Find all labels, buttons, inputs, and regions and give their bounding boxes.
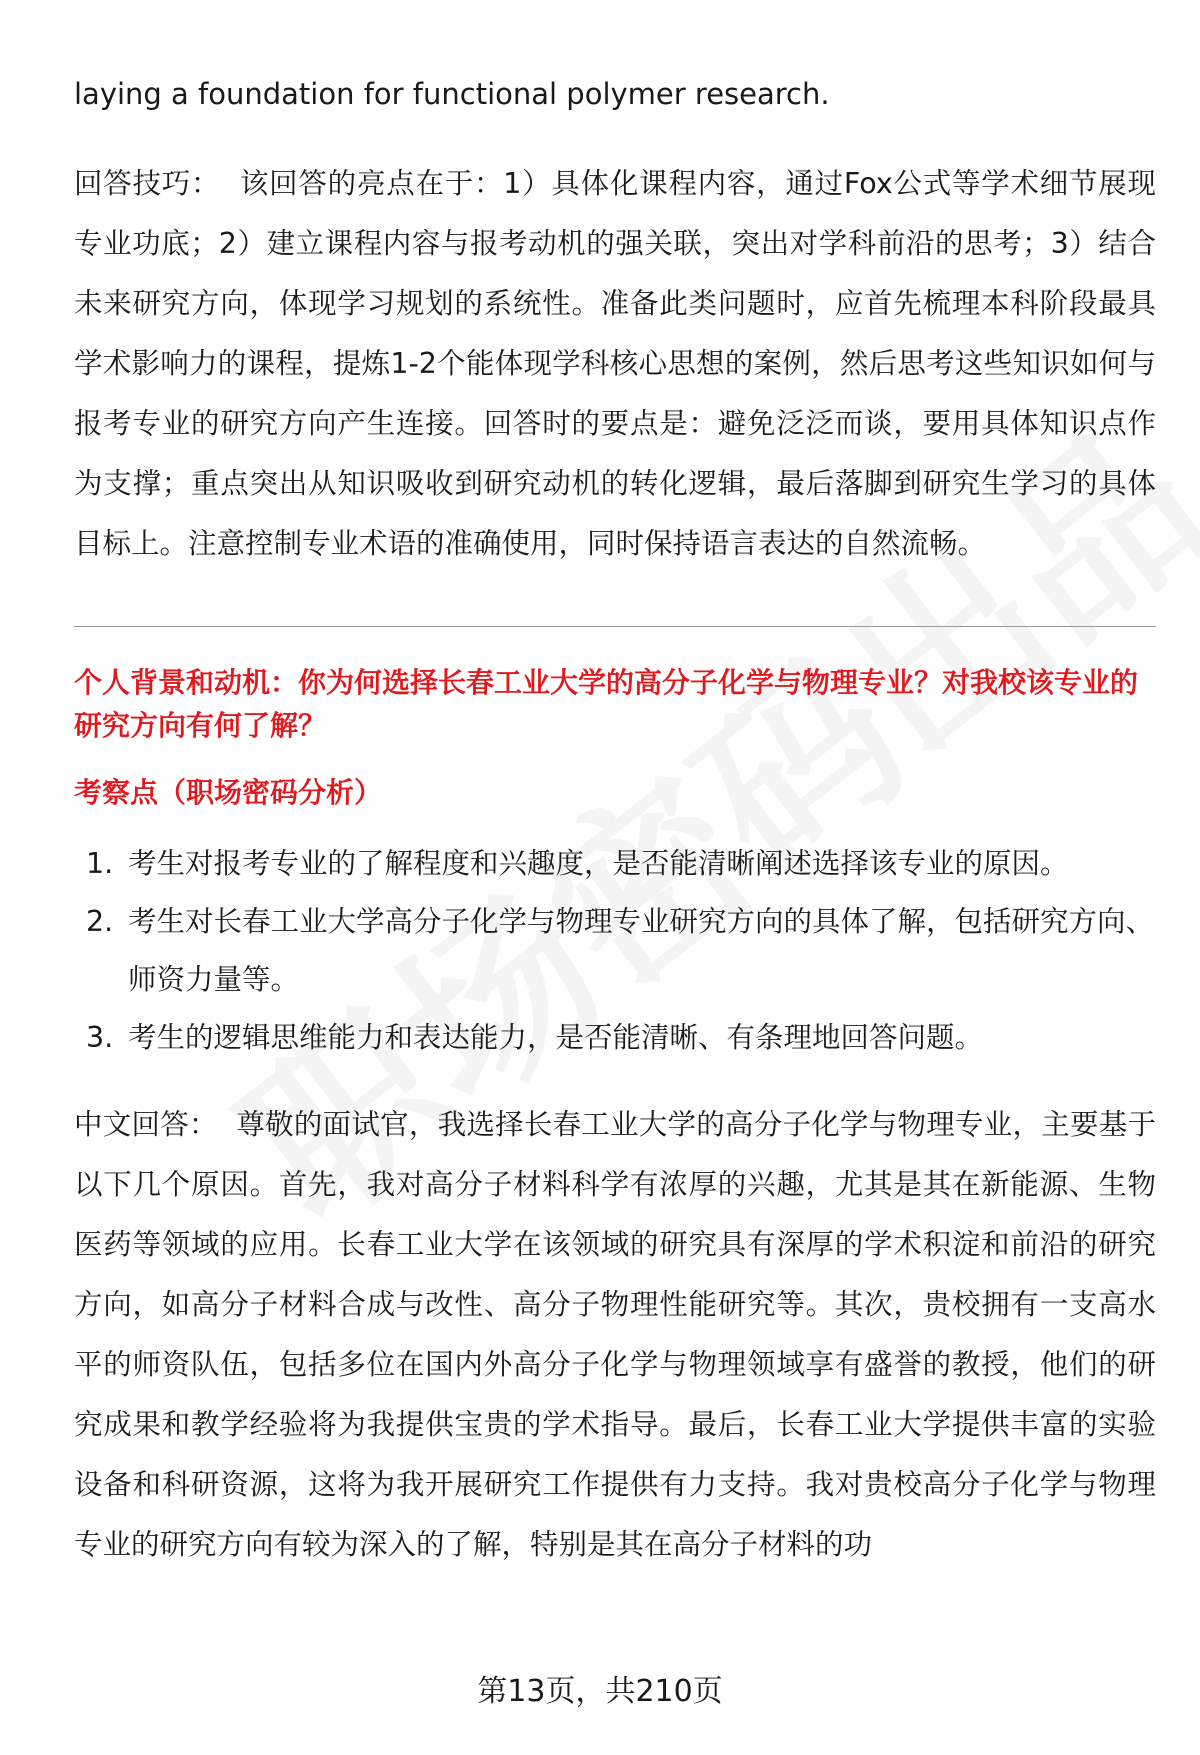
answer-tips-paragraph bbox=[74, 154, 1156, 574]
focus-heading: 考察点（职场密码分析） bbox=[74, 776, 383, 809]
answer-tips-label: 回答技巧： bbox=[74, 167, 221, 200]
chinese-answer-text: 尊敬的面试官，我选择长春工业大学的高分子化学与物理专业，主要基于以下几个原因。首先，我对高分子材料科学有浓厚的兴趣，尤其是其在新能源、生物医药等领域的应用。长春工业大学在该领域的研究具有深厚的学术积淀和前沿的研究方向，如高分子材料合成与改性、高分子物理性能研究等。其次，贵校拥有一支高水平的师资队伍，包括多位在国内外高分子化学与物理领域享有盛誉的教授，他们的研究成果和教学经验将为我提供宝贵的学术指导。最后，长春工业大学提供丰富的实验设备和科研资源，这将为我开展研究工作提供有力支持。我对贵校高分子化学与物理专业的研究方向有较为深入的了解，特别是其在高分子材料的功 bbox=[74, 1108, 1156, 1561]
page-number-footer: 第13页，共210页 bbox=[477, 1674, 723, 1709]
answer-tips-text: 该回答的亮点在于：1）具体化课程内容，通过Fox公式等学术细节展现专业功底；2）建立课程内容与报考动机的强关联，突出对学科前沿的思考；3）结合未来研究方向，体现学习规划的系统性。准备此类问题时，应首先梳理本科阶段最具学术影响力的课程，提炼1-2个能体现学科核心思想的案例，然后思考这些知识如何与报考专业的研究方向产生连接。回答时的要点是：避免泛泛而谈，要用具体知识点作为支撑；重点突出从知识吸收到研究动机的转化逻辑，最后落脚到研究生学习的具体目标上。注意控制专业术语的准确使用，同时保持语言表达的自然流畅。 bbox=[74, 167, 1156, 560]
list-item-number: 2. bbox=[86, 905, 114, 938]
list-item-text: 考生对长春工业大学高分子化学与物理专业研究方向的具体了解，包括研究方向、师资力量等。 bbox=[128, 905, 1155, 996]
page-content bbox=[74, 70, 1156, 1575]
chinese-answer-label: 中文回答： bbox=[74, 1108, 218, 1141]
chinese-answer-paragraph bbox=[74, 1095, 1156, 1575]
list-item-number: 1. bbox=[86, 847, 114, 880]
list-item-number: 3. bbox=[86, 1021, 114, 1054]
list-item bbox=[74, 1009, 1156, 1067]
list-item bbox=[74, 893, 1156, 1009]
continued-english-text: laying a foundation for functional polymer research. bbox=[74, 77, 830, 111]
focus-list bbox=[74, 835, 1156, 1067]
section-divider bbox=[74, 626, 1156, 627]
question-heading: 个人背景和动机：你为何选择长春工业大学的高分子化学与物理专业？对我校该专业的研究方向有何了解？ bbox=[74, 666, 1139, 742]
list-item bbox=[74, 835, 1156, 893]
list-item-text: 考生对报考专业的了解程度和兴趣度，是否能清晰阐述选择该专业的原因。 bbox=[128, 847, 1069, 880]
list-item-text: 考生的逻辑思维能力和表达能力，是否能清晰、有条理地回答问题。 bbox=[128, 1021, 984, 1054]
